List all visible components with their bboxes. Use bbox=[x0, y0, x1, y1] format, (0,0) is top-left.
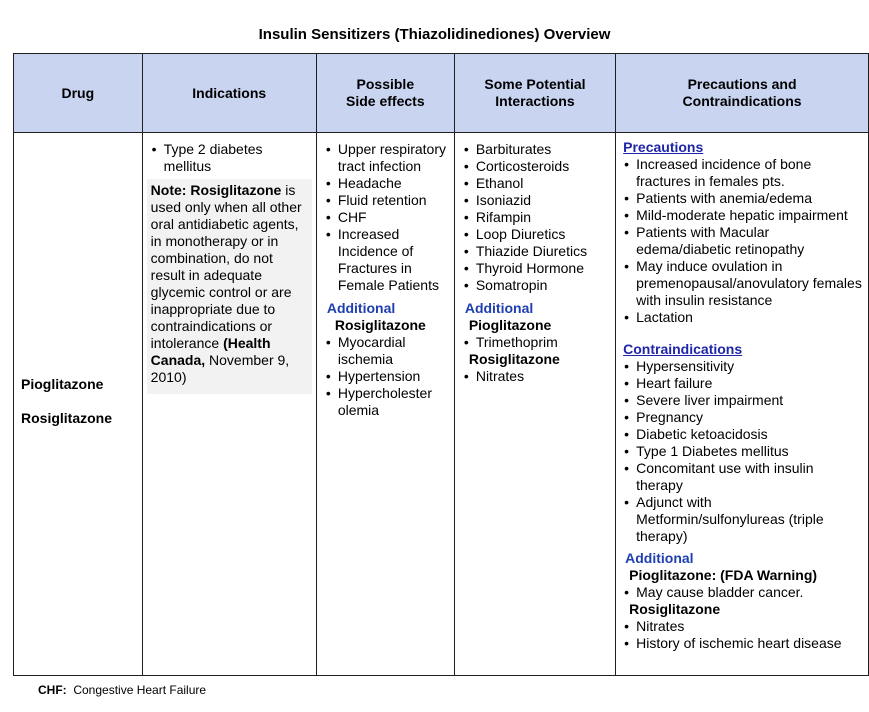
list-item: • Myocardial ischemia bbox=[323, 334, 450, 368]
list-item: • Lactation bbox=[621, 309, 864, 326]
document-title: Insulin Sensitizers (Thiazolidinediones) Overview bbox=[258, 26, 611, 43]
list-item: • Somatropin bbox=[461, 277, 611, 294]
list-item: • Adjunct with Metformin/sulfonylureas (triple therapy) bbox=[621, 494, 864, 545]
list-item: • Concomitant use with insulin therapy bbox=[621, 460, 864, 494]
note-text: is used only when all other oral antidiabetic agents, in monotherapy or in combination, do not result in adequate glycemic control or are inappropriate due to contraindications or intolerance bbox=[150, 182, 302, 351]
list-item: • Pregnancy bbox=[621, 409, 864, 426]
rosiglitazone-label: Rosiglitazone bbox=[629, 601, 721, 617]
indication-note bbox=[147, 179, 312, 394]
footnote bbox=[38, 683, 206, 697]
list-item: • Ethanol bbox=[461, 175, 611, 192]
table-row bbox=[14, 133, 869, 676]
list-item: • Mild-moderate hepatic impairment bbox=[621, 207, 864, 224]
list-item: • History of ischemic heart disease bbox=[621, 635, 864, 652]
list-item: • Loop Diuretics bbox=[461, 226, 611, 243]
pioglitazone-label: Pioglitazone: (FDA Warning) bbox=[629, 567, 818, 583]
footnote-text: Congestive Heart Failure bbox=[66, 683, 207, 697]
header-precautions: Precautions and Contraindications bbox=[616, 54, 869, 133]
list-item: • Upper respiratory tract infection bbox=[323, 141, 450, 175]
additional-label: Additional bbox=[326, 300, 396, 316]
additional-label: Additional bbox=[464, 300, 534, 316]
list-item: • Headache bbox=[323, 175, 450, 192]
interactions-cell bbox=[454, 133, 615, 676]
list-item: • Hypercholester olemia bbox=[323, 385, 450, 419]
pioglitazone-label: Pioglitazone bbox=[468, 317, 552, 333]
list-item: • CHF bbox=[323, 209, 450, 226]
list-item: • Trimethoprim bbox=[461, 334, 611, 351]
list-item: • Patients with Macular edema/diabetic retinopathy bbox=[621, 224, 864, 258]
list-item: • Barbiturates bbox=[461, 141, 611, 158]
list-item: • Hypertension bbox=[323, 368, 450, 385]
side-effects-cell bbox=[316, 133, 454, 676]
list-item: • Patients with anemia/edema bbox=[621, 190, 864, 207]
list-item: • Heart failure bbox=[621, 375, 864, 392]
header-drug: Drug bbox=[14, 54, 143, 133]
note-label: Note: Rosiglitazone bbox=[150, 182, 282, 198]
list-item: • Diabetic ketoacidosis bbox=[621, 426, 864, 443]
list-item: • Corticosteroids bbox=[461, 158, 611, 175]
list-item: • Thiazide Diuretics bbox=[461, 243, 611, 260]
drug-cell bbox=[14, 133, 143, 676]
list-item: • Increased Incidence of Fractures in Female Patients bbox=[323, 226, 450, 294]
header-row bbox=[14, 54, 869, 133]
list-item: • Severe liver impairment bbox=[621, 392, 864, 409]
drug-name: Rosiglitazone bbox=[21, 410, 113, 426]
drug-name: Pioglitazone bbox=[21, 376, 104, 392]
indications-cell bbox=[142, 133, 316, 676]
list-item: • Isoniazid bbox=[461, 192, 611, 209]
footnote-label: CHF: bbox=[38, 683, 67, 697]
header-interactions: Some Potential Interactions bbox=[454, 54, 615, 133]
list-item: • Thyroid Hormone bbox=[461, 260, 611, 277]
precautions-heading: Precautions bbox=[623, 139, 704, 155]
list-item: • Increased incidence of bone fractures in females pts. bbox=[621, 156, 864, 190]
additional-label: Additional bbox=[625, 550, 694, 566]
note-source: (Health Canada, bbox=[150, 335, 271, 368]
list-item: • Rifampin bbox=[461, 209, 611, 226]
list-item: • May induce ovulation in premenopausal/anovulatory females with insulin resistance bbox=[621, 258, 864, 309]
list-item: • Nitrates bbox=[621, 618, 864, 635]
list-item: • Nitrates bbox=[461, 368, 611, 385]
rosiglitazone-label: Rosiglitazone bbox=[468, 351, 560, 367]
note-date: November 9, 2010) bbox=[150, 352, 290, 385]
indication-item: • Type 2 diabetes mellitus bbox=[149, 141, 312, 175]
list-item: • Type 1 Diabetes mellitus bbox=[621, 443, 864, 460]
contraindications-heading: Contraindications bbox=[623, 341, 743, 357]
additional-drug: Rosiglitazone bbox=[334, 317, 426, 333]
list-item: • Hypersensitivity bbox=[621, 358, 864, 375]
precautions-cell bbox=[616, 133, 869, 676]
header-indications: Indications bbox=[142, 54, 316, 133]
overview-table bbox=[13, 53, 869, 676]
list-item: • Fluid retention bbox=[323, 192, 450, 209]
list-item: • May cause bladder cancer. bbox=[621, 584, 864, 601]
header-side-effects: Possible Side effects bbox=[316, 54, 454, 133]
